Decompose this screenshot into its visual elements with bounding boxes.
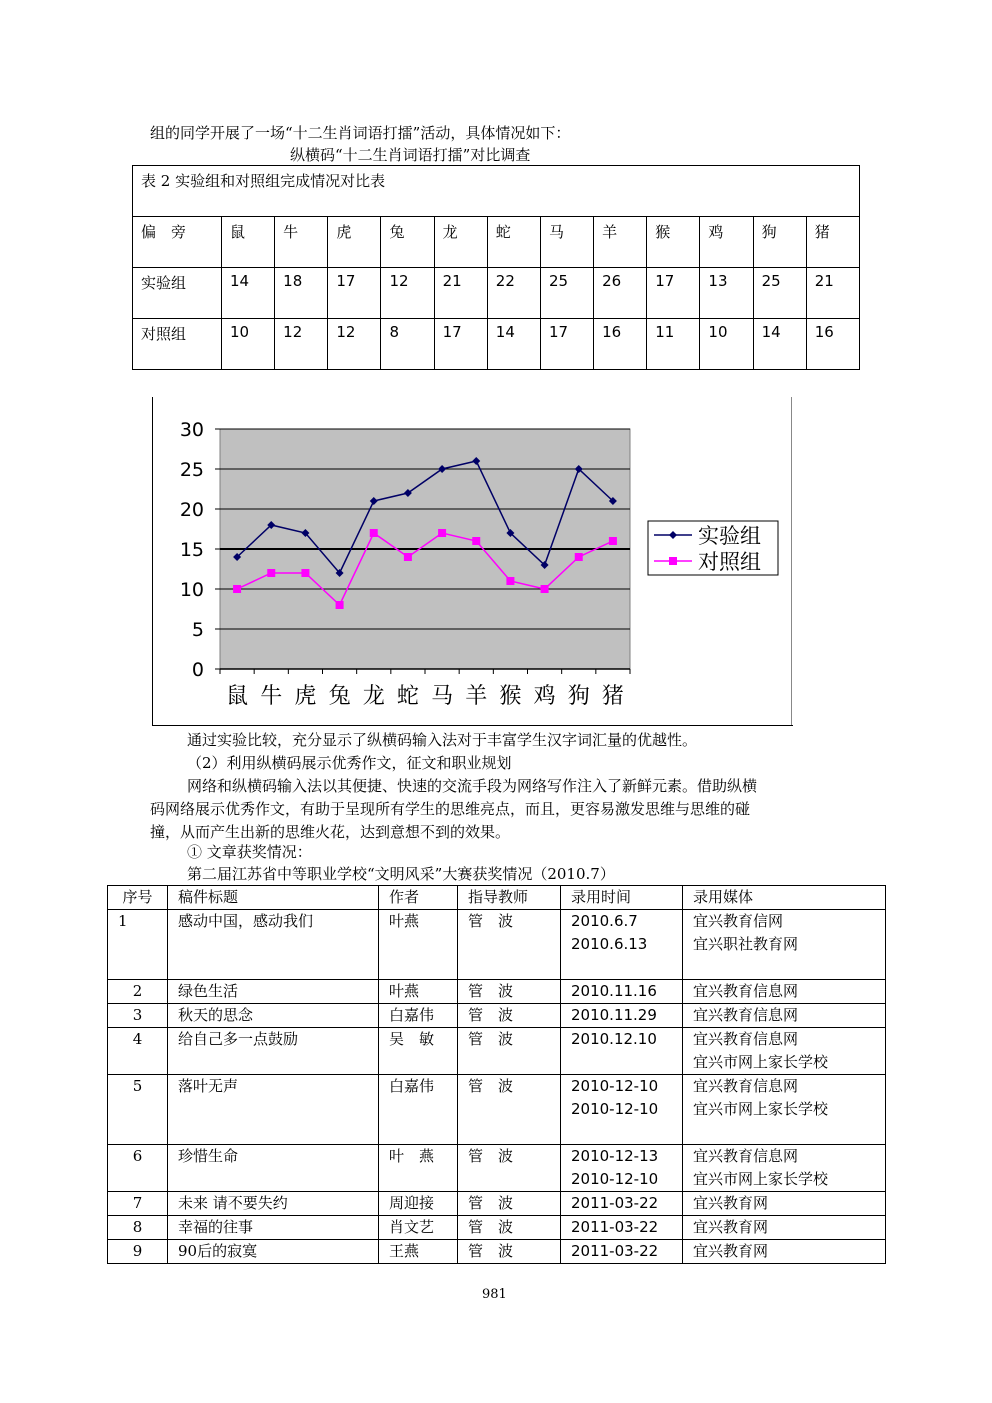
table-row <box>108 1145 886 1192</box>
x-tick-label: 狗 <box>567 684 590 709</box>
award-title: 感动中国，感动我们 <box>168 910 379 980</box>
table2-header-cell: 兔 <box>381 217 434 268</box>
award-no: 6 <box>108 1145 168 1192</box>
award-media-item: 宜兴市网上家长学校 <box>693 1100 829 1118</box>
award-author: 叶 燕 <box>379 1145 458 1192</box>
table-row <box>108 1240 886 1264</box>
award-header-cell: 指导教师 <box>458 886 561 910</box>
table2-cell: 14 <box>487 319 540 370</box>
table2-cell: 16 <box>806 319 859 370</box>
award-media-item: 宜兴市网上家长学校 <box>693 1170 829 1188</box>
award-teacher: 管 波 <box>458 1004 561 1028</box>
award-media-item: 宜兴教育网 <box>693 1194 769 1212</box>
award-media <box>683 980 886 1004</box>
award-date: 2010.6.13 <box>571 935 648 953</box>
award-date: 2010-12-10 <box>571 1170 659 1188</box>
legend-label: 对照组 <box>698 550 761 574</box>
para2-line-2: 码网络展示优秀作文，有助于呈现所有学生的思维亮点，而且，更容易激发思维与思维的碰 <box>150 800 751 818</box>
x-tick-label: 虎 <box>294 684 317 709</box>
table-row <box>108 1216 886 1240</box>
table2-cell: 12 <box>328 319 381 370</box>
table-row <box>108 1004 886 1028</box>
table2-header-cell: 狗 <box>753 217 806 268</box>
data-point <box>541 585 549 593</box>
award-teacher: 管 波 <box>458 910 561 980</box>
y-tick-label: 20 <box>179 499 204 521</box>
award-media-item: 宜兴教育信息网 <box>693 982 799 1000</box>
award-dates <box>561 1240 683 1264</box>
award-no: 4 <box>108 1028 168 1075</box>
table2-header-cell: 龙 <box>434 217 487 268</box>
x-tick-label: 鸡 <box>533 684 556 709</box>
award-no: 7 <box>108 1192 168 1216</box>
table2-caption: 表 2 实验组和对照组完成情况对比表 <box>133 166 860 217</box>
award-no: 3 <box>108 1004 168 1028</box>
award-author: 王燕 <box>379 1240 458 1264</box>
table2-cell: 22 <box>487 268 540 319</box>
award-teacher: 管 波 <box>458 1145 561 1192</box>
award-date: 2011-03-22 <box>571 1242 659 1260</box>
award-date: 2010-12-10 <box>571 1100 659 1118</box>
award-no: 5 <box>108 1075 168 1145</box>
award-teacher: 管 波 <box>458 1075 561 1145</box>
legend-label: 实验组 <box>698 524 761 548</box>
award-no: 8 <box>108 1216 168 1240</box>
table-row <box>108 980 886 1004</box>
data-point <box>438 529 446 537</box>
award-media-item: 宜兴市网上家长学校 <box>693 1053 829 1071</box>
comparison-table <box>132 165 860 370</box>
award-title: 珍惜生命 <box>168 1145 379 1192</box>
award-no: 2 <box>108 980 168 1004</box>
award-teacher: 管 波 <box>458 980 561 1004</box>
table2-header-cell: 虎 <box>328 217 381 268</box>
table2-cell: 12 <box>275 319 328 370</box>
y-tick-label: 30 <box>179 419 204 441</box>
table2-cell: 12 <box>381 268 434 319</box>
table2-cell: 14 <box>753 319 806 370</box>
table-row <box>108 910 886 980</box>
award-media <box>683 1240 886 1264</box>
award-date: 2010.12.10 <box>571 1030 657 1048</box>
award-no: 9 <box>108 1240 168 1264</box>
table2-cell: 21 <box>434 268 487 319</box>
line-chart <box>152 397 792 725</box>
legend-marker <box>669 557 677 565</box>
table2-cell: 8 <box>381 319 434 370</box>
award-header-cell: 录用时间 <box>561 886 683 910</box>
table2-header-cell: 马 <box>540 217 593 268</box>
award-title: 绿色生活 <box>168 980 379 1004</box>
award-author: 白嘉伟 <box>379 1075 458 1145</box>
y-tick-label: 25 <box>179 459 204 481</box>
table-row <box>108 1192 886 1216</box>
x-tick-label: 猴 <box>499 684 522 709</box>
x-tick-label: 牛 <box>260 684 283 709</box>
intro-line: 组的同学开展了一场“十二生肖词语打擂”活动，具体情况如下： <box>150 124 571 142</box>
table2-cell: 26 <box>594 268 647 319</box>
award-author: 白嘉伟 <box>379 1004 458 1028</box>
award-teacher: 管 波 <box>458 1192 561 1216</box>
award-teacher: 管 波 <box>458 1028 561 1075</box>
award-title: 90后的寂寞 <box>168 1240 379 1264</box>
table2-header-cell: 蛇 <box>487 217 540 268</box>
x-tick-label: 马 <box>431 684 454 709</box>
award-dates <box>561 980 683 1004</box>
table2-header-cell: 猴 <box>647 217 700 268</box>
y-tick-label: 10 <box>179 579 204 601</box>
table2-cell: 25 <box>540 268 593 319</box>
award-date: 2010.11.29 <box>571 1006 657 1024</box>
table2-row-label: 实验组 <box>133 268 222 319</box>
para1: 通过实验比较，充分显示了纵横码输入法对于丰富学生汉字词汇量的优越性。 <box>187 731 698 749</box>
award-media-item: 宜兴教育信息网 <box>693 1077 799 1095</box>
award-media <box>683 1192 886 1216</box>
award-title: 给自己多一点鼓励 <box>168 1028 379 1075</box>
x-tick-label: 羊 <box>465 684 488 709</box>
table2-header-cell: 羊 <box>594 217 647 268</box>
award-title: 秋天的思念 <box>168 1004 379 1028</box>
award-media-item: 宜兴教育网 <box>693 1242 769 1260</box>
para2-line-1: 网络和纵横码输入法以其便捷、快速的交流手段为网络写作注入了新鲜元素。借助纵横 <box>187 777 758 795</box>
award-media <box>683 1216 886 1240</box>
y-tick-label: 0 <box>191 659 204 681</box>
x-tick-label: 鼠 <box>226 684 249 709</box>
table2-header-cell: 鼠 <box>222 217 275 268</box>
data-point <box>233 585 241 593</box>
data-point <box>336 601 344 609</box>
award-table-header <box>108 886 886 910</box>
award-header-cell: 录用媒体 <box>683 886 886 910</box>
table2-cell: 25 <box>753 268 806 319</box>
table-row <box>108 1028 886 1075</box>
award-dates <box>561 910 683 980</box>
award-media-item: 宜兴教育网 <box>693 1218 769 1236</box>
award-author: 肖文艺 <box>379 1216 458 1240</box>
table2-header-label: 偏 旁 <box>133 217 222 268</box>
award-header-cell: 作者 <box>379 886 458 910</box>
data-point <box>575 553 583 561</box>
award-media <box>683 1145 886 1192</box>
x-tick-label: 兔 <box>328 684 351 709</box>
award-dates <box>561 1145 683 1192</box>
y-tick-label: 5 <box>191 619 204 641</box>
data-point <box>609 537 617 545</box>
award-table <box>107 885 886 1264</box>
award-media <box>683 910 886 980</box>
table2-cell: 11 <box>647 319 700 370</box>
award-media <box>683 1004 886 1028</box>
table2-cell: 17 <box>328 268 381 319</box>
x-tick-label: 龙 <box>362 684 385 709</box>
award-date: 2010-12-13 <box>571 1147 659 1165</box>
table2-title: 纵横码“十二生肖词语打擂”对比调查 <box>290 146 531 164</box>
award-author: 周迎接 <box>379 1192 458 1216</box>
award-date: 2010-12-10 <box>571 1077 659 1095</box>
heading2: （2）利用纵横码展示优秀作文，征文和职业规划 <box>187 754 512 772</box>
table2-cell: 17 <box>434 319 487 370</box>
table2-cell: 17 <box>647 268 700 319</box>
award-date: 2011-03-22 <box>571 1194 659 1212</box>
award-teacher: 管 波 <box>458 1240 561 1264</box>
award-author: 吴 敏 <box>379 1028 458 1075</box>
table2-header-cell: 牛 <box>275 217 328 268</box>
award-dates <box>561 1216 683 1240</box>
award-title: 未来 请不要失约 <box>168 1192 379 1216</box>
award-title: 幸福的往事 <box>168 1216 379 1240</box>
award-media-item: 宜兴教育信网 <box>693 912 784 930</box>
item1: ① 文章获奖情况： <box>187 843 312 861</box>
data-point <box>370 529 378 537</box>
table2-cell: 21 <box>806 268 859 319</box>
award-no: 1 <box>108 910 168 980</box>
award-date: 2010.11.16 <box>571 982 657 1000</box>
award-header-cell: 稿件标题 <box>168 886 379 910</box>
table2-row-label: 对照组 <box>133 319 222 370</box>
award-media-item: 宜兴教育信息网 <box>693 1030 799 1048</box>
award-teacher: 管 波 <box>458 1216 561 1240</box>
award-header-cell: 序号 <box>108 886 168 910</box>
para2-line-3: 撞，从而产生出新的思维火花，达到意想不到的效果。 <box>150 823 511 841</box>
table2-cell: 14 <box>222 268 275 319</box>
table3-title: 第二届江苏省中等职业学校“文明风采”大赛获奖情况（2010.7） <box>187 865 615 883</box>
award-author: 叶燕 <box>379 910 458 980</box>
table2-header-cell: 猪 <box>806 217 859 268</box>
data-point <box>506 577 514 585</box>
award-dates <box>561 1192 683 1216</box>
award-author: 叶燕 <box>379 980 458 1004</box>
award-date: 2010.6.7 <box>571 912 638 930</box>
award-title: 落叶无声 <box>168 1075 379 1145</box>
x-tick-label: 猪 <box>601 684 624 709</box>
award-media-item: 宜兴教育信息网 <box>693 1006 799 1024</box>
table2-cell: 10 <box>222 319 275 370</box>
table2-cell: 13 <box>700 268 753 319</box>
table2-cell: 10 <box>700 319 753 370</box>
award-dates <box>561 1028 683 1075</box>
award-date: 2011-03-22 <box>571 1218 659 1236</box>
page-number: 981 <box>482 1287 507 1302</box>
y-tick-label: 15 <box>179 539 204 561</box>
data-point <box>267 569 275 577</box>
award-media <box>683 1075 886 1145</box>
table2-cell: 16 <box>594 319 647 370</box>
award-media-item: 宜兴教育信息网 <box>693 1147 799 1165</box>
data-point <box>404 553 412 561</box>
award-dates <box>561 1004 683 1028</box>
award-dates <box>561 1075 683 1145</box>
table2-cell: 17 <box>540 319 593 370</box>
data-point <box>472 537 480 545</box>
award-media <box>683 1028 886 1075</box>
table2-header-cell: 鸡 <box>700 217 753 268</box>
x-tick-label: 蛇 <box>396 684 419 709</box>
award-media-item: 宜兴职社教育网 <box>693 935 799 953</box>
table2-cell: 18 <box>275 268 328 319</box>
table-row <box>108 1075 886 1145</box>
data-point <box>301 569 309 577</box>
